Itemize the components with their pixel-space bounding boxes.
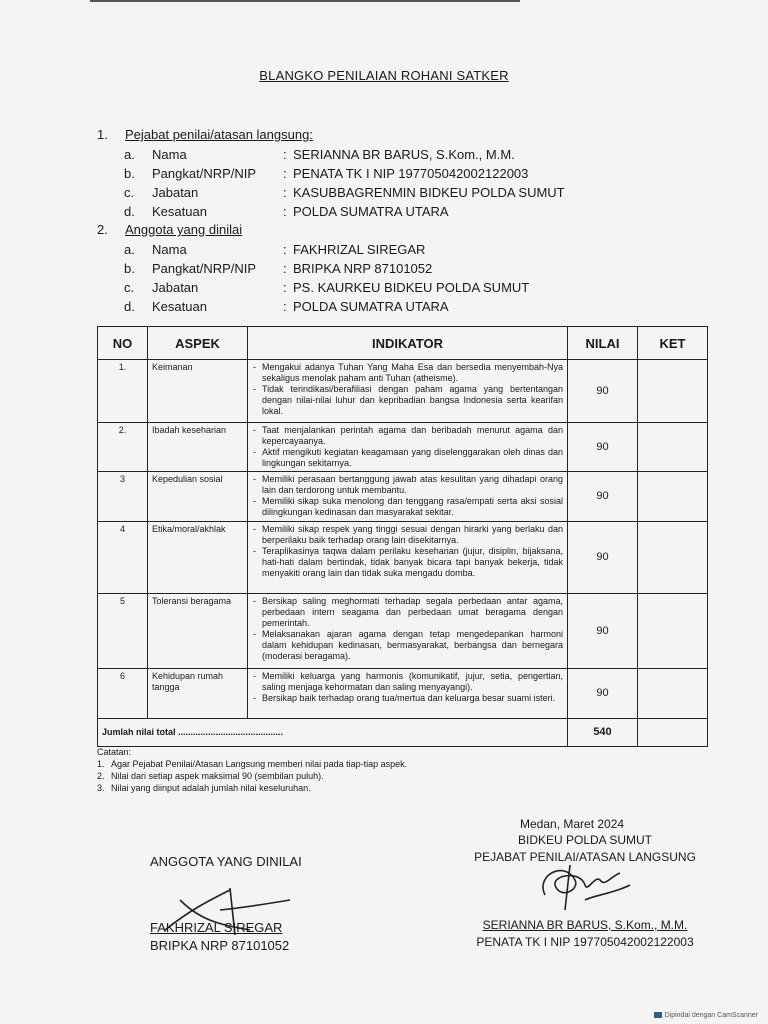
- row-score: 90: [568, 360, 638, 423]
- section-evaluator: [97, 127, 313, 142]
- table-row: [98, 360, 708, 423]
- row-note: [638, 522, 708, 594]
- indicator-item: - Memiliki perasaan bertanggung jawab atas kesulitan yang dihadapi orang lain dan terdorong untuk membantu.: [262, 474, 563, 496]
- assessment-table: [97, 326, 708, 747]
- evaluator-signed-id: PENATA TK I NIP 197705042002122003: [476, 935, 694, 949]
- row-score: 90: [568, 669, 638, 719]
- table-row: [98, 472, 708, 522]
- evaluator-rank: PENATA TK I NIP 197705042002122003: [293, 166, 529, 181]
- section-number: 1.: [97, 127, 108, 142]
- indicator-item: - Memiliki sikap respek yang tinggi sesuai dengan hirarki yang berlaku dan berperilaku baik terhadap orang lain disekitarnya.: [262, 524, 563, 546]
- evaluator-position: KASUBBAGRENMIN BIDKEU POLDA SUMUT: [293, 185, 565, 200]
- row-aspect: Ibadah keseharian: [148, 423, 248, 472]
- row-aspect: Kehidupan rumah tangga: [148, 669, 248, 719]
- row-note: [638, 423, 708, 472]
- row-score: 90: [568, 423, 638, 472]
- evaluator-name: SERIANNA BR BARUS, S.Kom., M.M.: [293, 147, 515, 162]
- member-rank: BRIPKA NRP 87101052: [293, 261, 433, 276]
- evaluator-unit-row: d. Kesatuan : POLDA SUMATRA UTARA: [124, 204, 449, 219]
- indicator-item: - Teraplikasinya taqwa dalam perilaku keseharian (jujur, disiplin, bijaksana, hati-hati dalam bertindak, tidak banyak bicara tapi banyak bekerja, tidak menyakiti orang lain dan tidak suka mengadu domba.: [262, 546, 563, 579]
- indicator-item: - Aktif mengikuti kegiatan keagamaan yang diselenggarakan oleh dinas dan lingkungan sekitarnya.: [262, 447, 563, 469]
- evaluator-unit: POLDA SUMATRA UTARA: [293, 204, 449, 219]
- note-item: 1. Agar Pejabat Penilai/Atasan Langsung memberi nilai pada tiap-tiap aspek.: [97, 759, 408, 769]
- member-name: FAKHRIZAL SIREGAR: [293, 242, 426, 257]
- member-unit-row: d. Kesatuan : POLDA SUMATRA UTARA: [124, 299, 449, 314]
- camscanner-icon: [654, 1012, 662, 1018]
- row-note: [638, 472, 708, 522]
- issuing-unit: BIDKEU POLDA SUMUT: [517, 833, 653, 847]
- indicator-item: - Memiliki sikap suka menolong dan tenggang rasa/empati serta aksi sosial dilingkungan kedinasan dan masyarakat sekitar.: [262, 496, 563, 518]
- evaluator-role: PEJABAT PENILAI/ATASAN LANGSUNG: [474, 850, 696, 864]
- header-aspek: ASPEK: [148, 327, 248, 360]
- indicator-item: - Mengakui adanya Tuhan Yang Maha Esa dan bersedia menyembah-Nya sekaligus menolak paham anti Tuhan (atheisme).: [262, 362, 563, 384]
- member-signed-id: BRIPKA NRP 87101052: [150, 938, 290, 953]
- row-score: 90: [568, 472, 638, 522]
- row-number: 6: [98, 669, 148, 719]
- row-indicators: [248, 522, 568, 594]
- row-number: 5: [98, 594, 148, 669]
- document-title: BLANGKO PENILAIAN ROHANI SATKER: [259, 68, 509, 83]
- row-indicators: [248, 423, 568, 472]
- member-name-row: a. Nama : FAKHRIZAL SIREGAR: [124, 242, 426, 257]
- table-row: [98, 423, 708, 472]
- row-number: 4: [98, 522, 148, 594]
- total-note: [638, 719, 708, 747]
- row-note: [638, 594, 708, 669]
- total-score: 540: [568, 719, 638, 747]
- member-rank-row: b. Pangkat/NRP/NIP : BRIPKA NRP 87101052: [124, 261, 433, 276]
- indicator-item: - Tidak terindikasi/berafiliasi dengan paham agama yang bertentangan dengan nilai-nilai luhur dan kepribadian bangsa Indonesia serta kearifan lokal.: [262, 384, 563, 417]
- member-role: ANGGOTA YANG DINILAI: [150, 854, 302, 869]
- evaluator-position-row: c. Jabatan : KASUBBAGRENMIN BIDKEU POLDA SUMUT: [124, 185, 565, 200]
- scanner-watermark: Dipindai dengan CamScanner: [654, 1012, 758, 1019]
- header-ket: KET: [638, 327, 708, 360]
- header-nilai: NILAI: [568, 327, 638, 360]
- place-date: Medan, Maret 2024: [520, 817, 625, 831]
- member-unit: POLDA SUMATRA UTARA: [293, 299, 449, 314]
- evaluator-name-row: a. Nama : SERIANNA BR BARUS, S.Kom., M.M.: [124, 147, 515, 162]
- table-header-row: [98, 327, 708, 360]
- row-aspect: Kepedulian sosial: [148, 472, 248, 522]
- row-aspect: Etika/moral/akhlak: [148, 522, 248, 594]
- indicator-item: - Memiliki keluarga yang harmonis (komunikatif, jujur, setia, pengertian, saling menjaga kehormatan dan saling menyayangi).: [262, 671, 563, 693]
- top-scan-edge: [90, 0, 520, 2]
- notes-section: [97, 746, 407, 794]
- section-heading: Anggota yang dinilai: [125, 222, 243, 237]
- row-indicators: [248, 594, 568, 669]
- row-note: [638, 669, 708, 719]
- table-row: [98, 594, 708, 669]
- section-evaluated: [97, 222, 242, 237]
- member-signed-name: FAKHRIZAL SIREGAR: [150, 920, 283, 935]
- row-number: 1.: [98, 360, 148, 423]
- row-indicators: [248, 472, 568, 522]
- header-no: NO: [98, 327, 148, 360]
- table-row: [98, 522, 708, 594]
- indicator-item: - Taat menjalankan perintah agama dan beribadah menurut agama dan kepercayaanya.: [262, 425, 563, 447]
- notes-heading: Catatan:: [97, 747, 132, 757]
- row-indicators: [248, 669, 568, 719]
- row-score: 90: [568, 522, 638, 594]
- evaluator-rank-row: b. Pangkat/NRP/NIP : PENATA TK I NIP 197705042002122003: [124, 166, 529, 181]
- header-indikator: INDIKATOR: [248, 327, 568, 360]
- indicator-item: - Melaksanakan ajaran agama dengan tetap mengedepankan harmoni dalam kehidupan kedinasan, bermasyarakat, berbangsa dan bernegara (moderasi beragama).: [262, 629, 563, 662]
- row-number: 3: [98, 472, 148, 522]
- row-note: [638, 360, 708, 423]
- row-indicators: [248, 360, 568, 423]
- section-heading: Pejabat penilai/atasan langsung:: [125, 127, 313, 142]
- total-label: Jumlah nilai total ..........................................: [98, 719, 568, 747]
- indicator-item: - Bersikap saling meghormati terhadap segala perbedaan antar agama, perbedaan intern seagama dan perbedaan umat beragama dengan pemerintah.: [262, 596, 563, 629]
- indicator-item: - Bersikap baik terhadap orang tua/mertua dan keluarga besar suami isteri.: [262, 693, 563, 704]
- member-position-row: c. Jabatan : PS. KAURKEU BIDKEU POLDA SUMUT: [124, 280, 530, 295]
- total-row: [98, 719, 708, 747]
- section-number: 2.: [97, 222, 108, 237]
- row-aspect: Keimanan: [148, 360, 248, 423]
- row-score: 90: [568, 594, 638, 669]
- table-row: [98, 669, 708, 719]
- evaluator-signature: [525, 855, 635, 915]
- row-aspect: Toleransi beragama: [148, 594, 248, 669]
- note-item: 2. Nilai dari setiap aspek maksimal 90 (sembilan puluh).: [97, 771, 324, 781]
- row-number: 2.: [98, 423, 148, 472]
- evaluator-signed-name: SERIANNA BR BARUS, S.Kom., M.M.: [482, 918, 688, 932]
- note-item: 3. Nilai yang diinput adalah jumlah nilai keseluruhan.: [97, 783, 311, 793]
- member-position: PS. KAURKEU BIDKEU POLDA SUMUT: [293, 280, 530, 295]
